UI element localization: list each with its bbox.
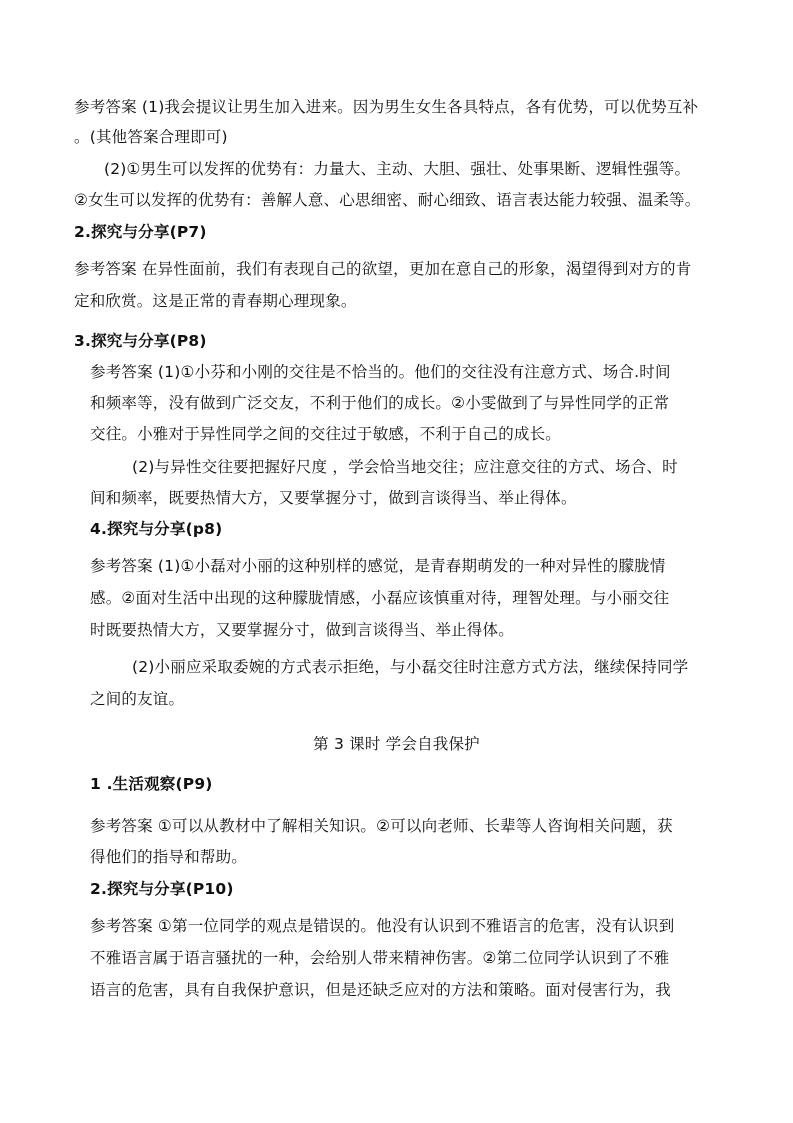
answer-1-line-2: 。(其他答案合理即可) [74,128,228,146]
section-3-line-3: 交往。小雅对于异性同学之间的交往过于敏感，不利于自己的成长。 [90,425,562,443]
section-5-line-1: 参考答案 ①可以从教材中了解相关知识。②可以向老师、长辈等人咨询相关问题，获 [90,817,673,835]
section-3-line-1: 参考答案 (1)①小芬和小刚的交往是不恰当的。他们的交往没有注意方式、场合.时间 [90,363,671,381]
section-3-line-4: (2)与异性交往要把握好尺度 ，学会恰当地交往；应注意交往的方式、场合、时 [132,458,678,476]
section-2-line-1: 参考答案 在异性面前，我们有表现自己的欲望，更加在意自己的形象，渴望得到对方的肯 [74,260,692,278]
section-6-heading: 2.探究与分享(P10) [90,880,234,898]
lesson-title: 第 3 课时 学会自我保护 [313,735,480,753]
section-4-line-2: 感。②面对生活中出现的这种朦胧情感，小磊应该慎重对待，理智处理。与小丽交往 [90,589,670,607]
section-5-line-2: 得他们的指导和帮助。 [90,848,248,866]
section-3-line-5: 间和频率，既要热情大方，又要掌握分寸，做到言谈得当、举止得体。 [90,489,577,507]
section-3-line-2: 和频率等，没有做到广泛交友，不利于他们的成长。②小雯做到了与异性同学的正常 [90,394,670,412]
section-2-line-2: 定和欣赏。这是正常的青春期心理现象。 [74,292,357,310]
section-2-heading: 2.探究与分享(P7) [74,223,207,241]
section-6-line-1: 参考答案 ①第一位同学的观点是错误的。他没有认识到不雅语言的危害，没有认识到 [90,917,675,935]
section-6-line-3: 语言的危害，具有自我保护意识，但是还缺乏应对的方法和策略。面对侵害行为，我 [90,981,671,999]
answer-1-part2-line-1: (2)①男生可以发挥的优势有：力量大、主动、大胆、强壮、处事果断、逻辑性强等。 [104,160,691,178]
section-6-line-2: 不雅语言属于语言骚扰的一种，会给别人带来精神伤害。②第二位同学认识到了不雅 [90,949,670,967]
section-4-line-4: (2)小丽应采取委婉的方式表示拒绝，与小磊交往时注意方式方法，继续保持同学 [132,658,689,676]
section-4-line-5: 之间的友谊。 [90,690,185,708]
answer-1-line-1: 参考答案 (1)我会提议让男生加入进来。因为男生女生各具特点，各有优势，可以优势互补 [74,98,699,116]
section-4-heading: 4.探究与分享(p8) [90,520,223,538]
section-5-heading: 1 .生活观察(P9) [90,775,213,793]
section-3-heading: 3.探究与分享(P8) [74,332,207,350]
section-4-line-3: 时既要热情大方，又要掌握分寸，做到言谈得当、举止得体。 [90,621,514,639]
section-4-line-1: 参考答案 (1)①小磊对小丽的这种别样的感觉，是青春期萌发的一种对异性的朦胧情 [90,557,666,575]
answer-1-part2-line-2: ②女生可以发挥的优势有：善解人意、心思细密、耐心细致、语言表达能力较强、温柔等。 [74,191,701,209]
